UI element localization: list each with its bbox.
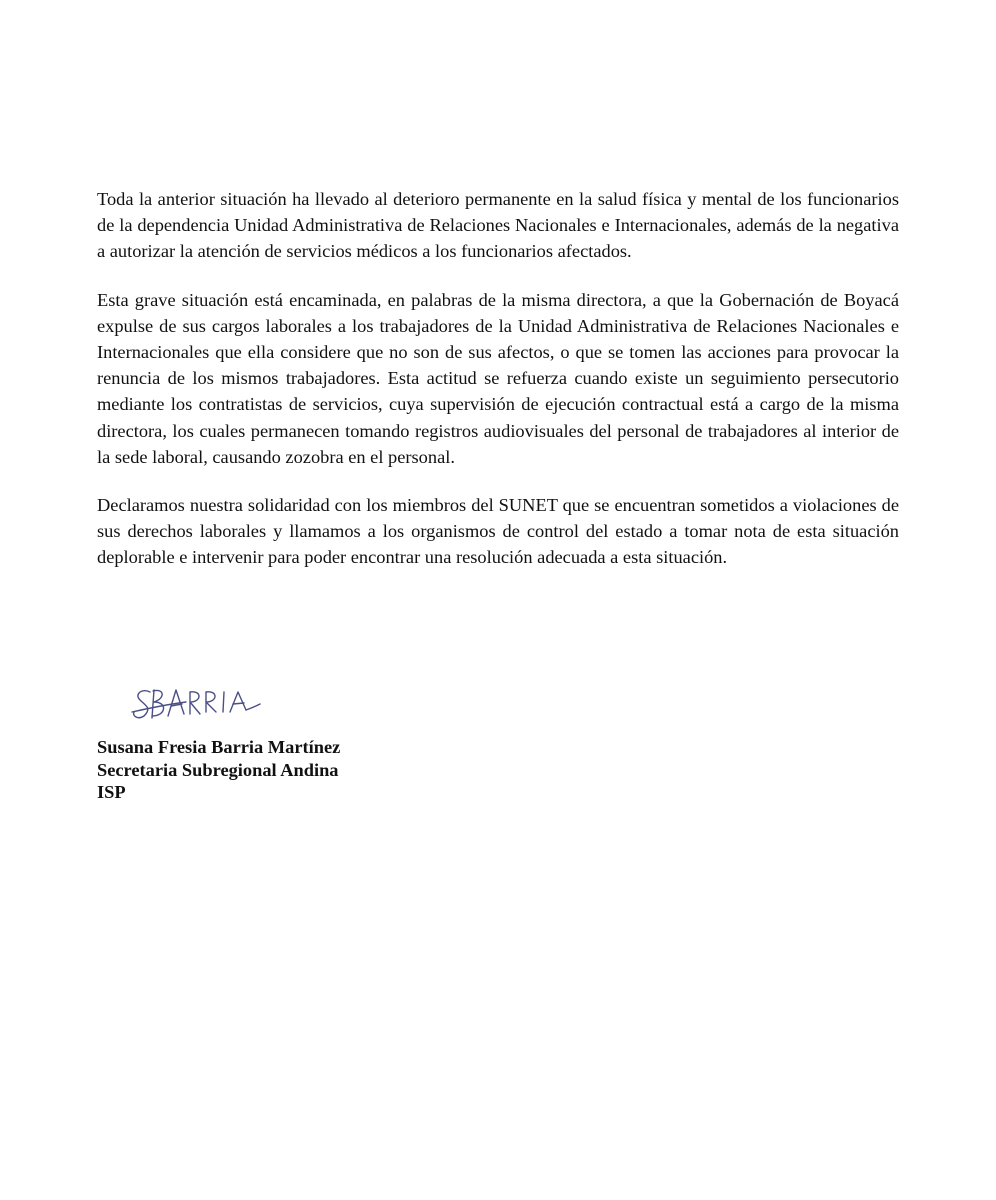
paragraph-persecution: Esta grave situación está encaminada, en palabras de la misma directora, a que la Gobernación de Boyacá expulse de sus cargos laborales a los trabajadores de la Unidad Administrativa de Relaciones Nacionales e Internacionales que ella considere que no son de sus afectos, o que se tomen las acciones para provocar la renuncia de los mismos trabajadores. Esta actitud se refuerza cuando existe un seguimiento persecutorio mediante los contratistas de servicios, cuya supervisión de ejecución contractual está a cargo de la misma directora, los cuales permanecen tomando registros audiovisuales del personal de trabajadores al interior de la sede laboral, causando zozobra en el personal. [97,289,899,467]
signer-organization: ISP [97,782,126,802]
paragraph-solidarity: Declaramos nuestra solidaridad con los miembros del SUNET que se encuentran sometidos a violaciones de sus derechos laborales y llamamos a los organismos de control del estado a tomar nota de esta situación deplorable e intervenir para poder encontrar una resolución adecuada a esta situación. [97,495,899,568]
signer-title: Secretaria Subregional Andina [97,759,339,780]
letter-body [97,186,899,593]
signature-block [97,736,340,804]
signer-name: Susana Fresia Barria Martínez [97,737,341,757]
handwritten-signature [130,682,270,732]
paragraph-health-deterioration: Toda la anterior situación ha llevado al deterioro permanente en la salud física y mental de los funcionarios de la dependencia Unidad Administrativa de Relaciones Nacionales e Internacionales, además de la negativa a autorizar la atención de servicios médicos a los funcionarios afectados. [97,189,899,262]
